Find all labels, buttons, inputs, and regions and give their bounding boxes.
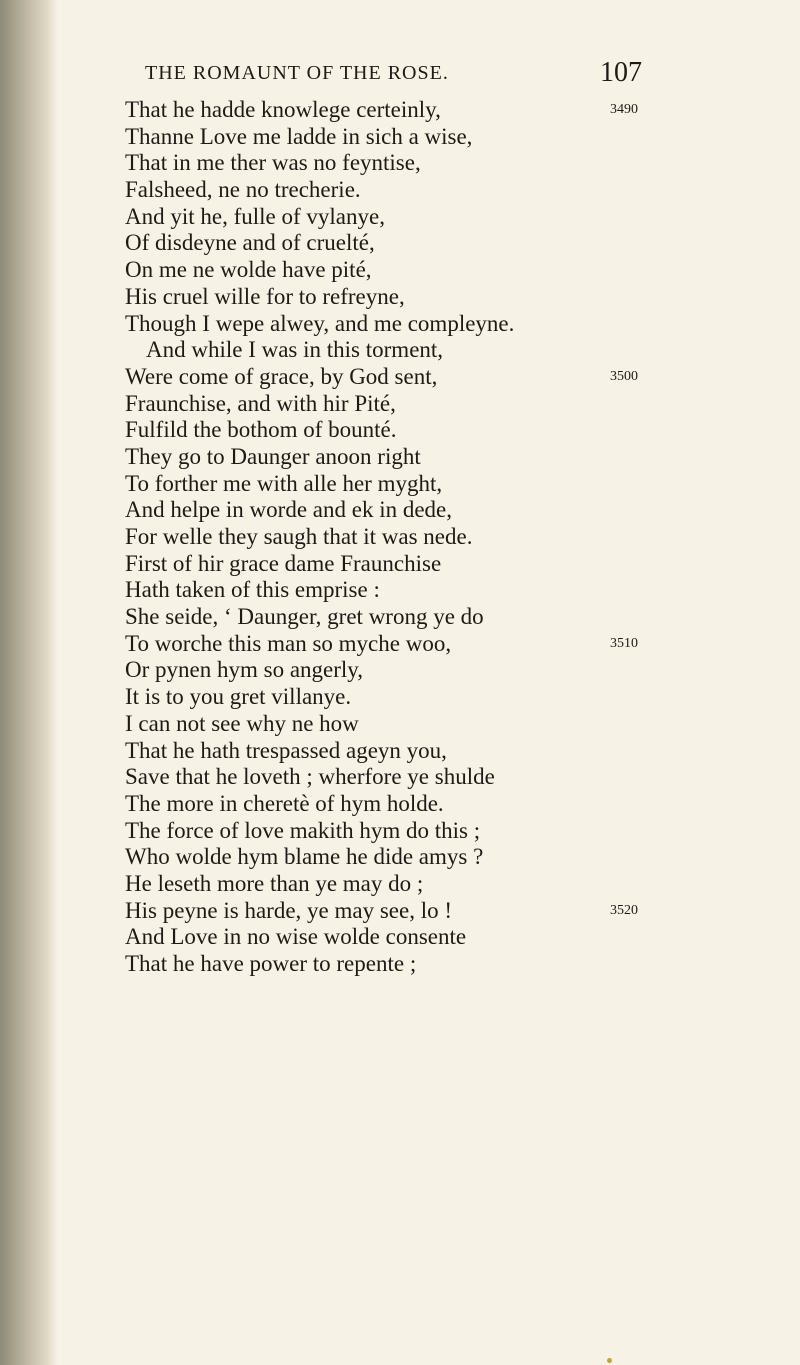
verse-line-text: His peyne is harde, ye may see, lo ! [125,897,453,923]
verse-line [125,150,785,177]
verse-line [125,257,785,284]
verse-line-text: It is to you gret villanye. [125,684,352,710]
verse-line-text: Thanne Love me ladde in sich a wise, [125,123,473,149]
verse-line [125,898,785,925]
verse-line [125,844,785,871]
verse-line [125,204,785,231]
verse-line [125,417,785,444]
line-number: 3500 [610,368,638,384]
verse-line [125,871,785,898]
verse-line [125,657,785,684]
verse-line-text: First of hir grace dame Fraunchise [125,550,442,576]
verse-line [125,764,785,791]
verse-line-text: And while I was in this torment, [146,337,444,363]
line-number: 3510 [610,635,638,651]
verse-line-text: Hath taken of this emprise : [125,577,380,603]
verse-line-text: His cruel wille for to refreyne, [125,283,405,309]
verse-line-text: On me ne wolde have pité, [125,257,372,283]
verse-line [125,177,785,204]
verse-line [125,738,785,765]
verse-line [125,284,785,311]
verse-line-text: That he have power to repente ; [125,951,417,976]
ink-speck [607,1358,612,1363]
verse-line-text: Of disdeyne and of cruelté, [125,230,375,256]
verse-line [125,97,785,124]
verse-line-text: I can not see why ne how [125,710,359,736]
verse-line-text: That in me ther was no feyntise, [125,150,421,176]
verse-line-text: That he hath trespassed ageyn you, [125,737,447,763]
verse-line [125,124,785,151]
running-head: THE ROMAUNT OF THE ROSE. [145,62,449,84]
verse-line [125,791,785,818]
verse-line [125,818,785,845]
line-number: 3520 [610,902,638,918]
verse-line-text: She seide, ‘ Daunger, gret wrong ye do [125,604,484,630]
verse-line [125,230,785,257]
verse-line-text: He leseth more than ye may do ; [125,870,424,896]
verse-line-text: Falsheed, ne no trecherie. [125,177,361,203]
verse-line [125,497,785,524]
verse-line-text: Fraunchise, and with hir Pité, [125,390,396,416]
verse-line [125,604,785,631]
verse-line-text: The force of love makith hym do this ; [125,817,481,843]
verse-line-text: The more in cheretè of hym holde. [125,790,444,816]
verse-line-text: And Love in no wise wolde consente [125,924,467,950]
verse-line-text: That he hadde knowlege certeinly, [125,97,441,122]
verse-line-text: Or pynen hym so angerly, [125,657,364,683]
verse-line-text: To worche this man so myche woo, [125,630,452,656]
verse-line-text: Save that he loveth ; wherfore ye shulde [125,764,495,790]
verse-line [125,711,785,738]
verse-line [125,471,785,498]
verse-line-text: Were come of grace, by God sent, [125,363,438,389]
verse-line [125,391,785,418]
verse-line [125,337,785,364]
verse-line-text: Fulfild the bothom of bounté. [125,417,397,443]
verse-line-text: Who wolde hym blame he dide amys ? [125,844,484,870]
verse-line [125,684,785,711]
verse-line-text: And helpe in worde and ek in dede, [125,497,453,523]
verse-line [125,924,785,951]
verse-line-text: For welle they saugh that it was nede. [125,524,473,549]
verse-line [125,444,785,471]
verse-line [125,577,785,604]
verse-line-text: To forther me with alle her myght, [125,470,443,496]
verse-line [125,551,785,578]
verse-line [125,631,785,658]
verse-line-text: Though I wepe alwey, and me compleyne. [125,310,515,336]
line-number: 3490 [610,102,638,117]
verse-line [125,524,785,551]
page-number: 107 [600,57,642,88]
verse-line-text: They go to Daunger anoon right [125,443,421,469]
verse-line [125,951,785,978]
verse-line [125,311,785,338]
poem-text [125,97,785,978]
verse-line-text: And yit he, fulle of vylanye, [125,203,385,229]
verse-line [125,364,785,391]
